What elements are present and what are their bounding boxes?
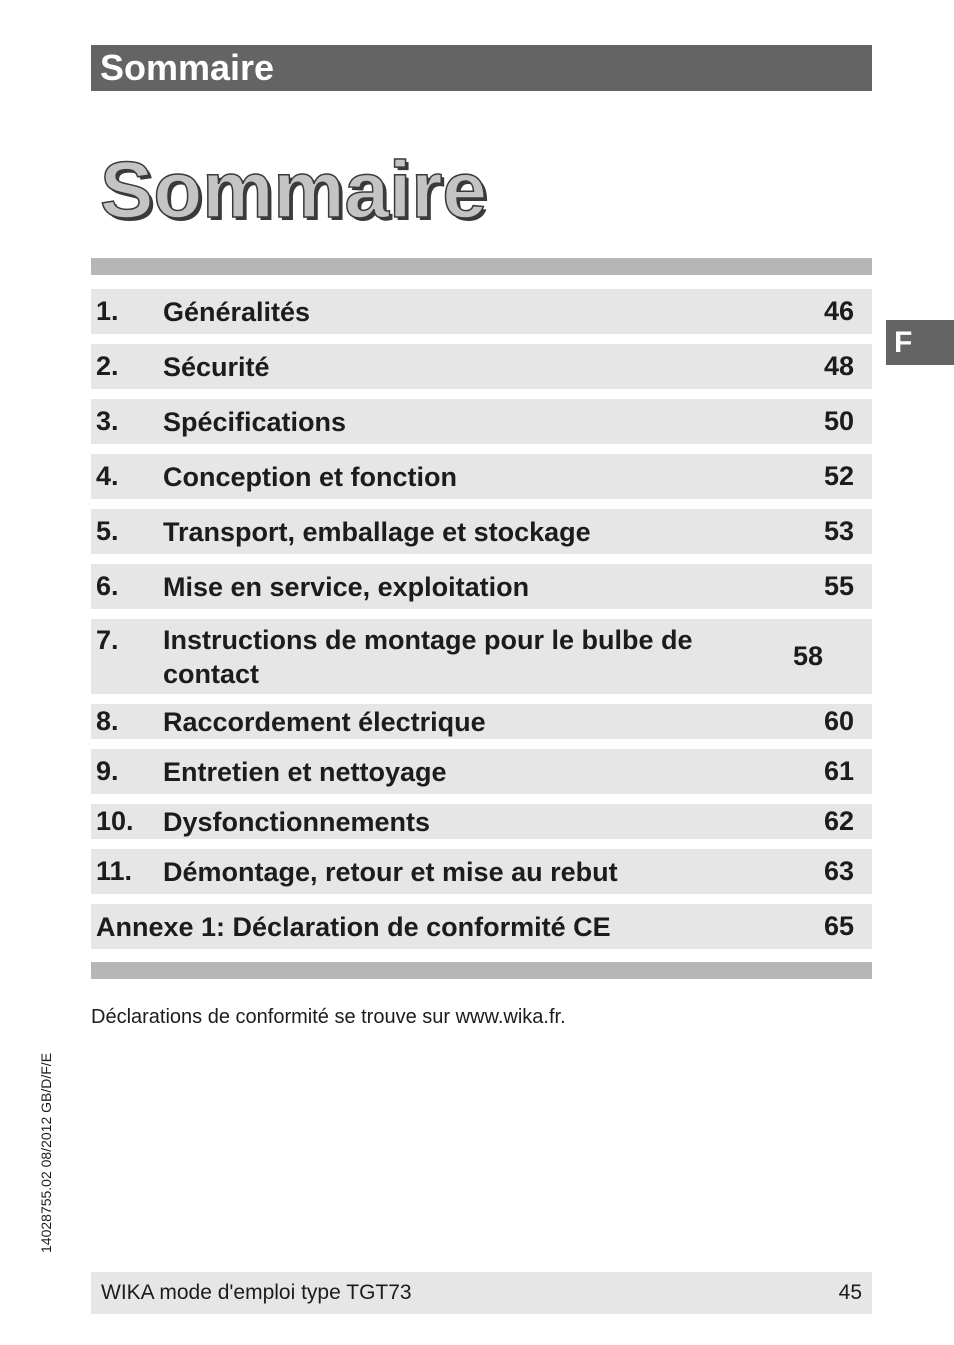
toc-page: 46 xyxy=(823,296,854,326)
toc-page: 48 xyxy=(823,351,854,381)
toc-number: 7. xyxy=(96,625,119,655)
toc-page: 60 xyxy=(823,706,854,736)
toc-number: 5. xyxy=(96,516,119,546)
toc-title: Dysfonctionnements xyxy=(163,806,431,837)
top-divider xyxy=(91,258,872,275)
toc-title: Sécurité xyxy=(163,351,270,382)
page-footer xyxy=(91,1272,872,1314)
toc-row[interactable] xyxy=(91,804,872,839)
toc-title: Conception et fonction xyxy=(163,461,457,492)
toc-page: 50 xyxy=(823,406,854,436)
toc-page: 52 xyxy=(823,461,854,491)
toc-page: 61 xyxy=(823,756,854,786)
toc-row[interactable] xyxy=(91,564,872,609)
toc-row[interactable] xyxy=(91,704,872,739)
table-of-contents xyxy=(91,289,872,959)
toc-title: Annexe 1: Déclaration de conformité CE xyxy=(96,911,611,942)
toc-row-annex[interactable] xyxy=(91,904,872,949)
toc-number: 6. xyxy=(96,571,119,601)
toc-title: Raccordement électrique xyxy=(163,706,486,737)
bottom-divider xyxy=(91,962,872,979)
toc-page: 65 xyxy=(823,911,854,941)
page-title: Sommaire xyxy=(100,145,487,234)
toc-number: 1. xyxy=(96,296,119,326)
toc-title: Mise en service, exploitation xyxy=(163,571,530,602)
toc-row[interactable] xyxy=(91,849,872,894)
toc-number: 10. xyxy=(96,806,134,836)
toc-number: 8. xyxy=(96,706,119,736)
conformity-note: Déclarations de conformité se trouve sur www.wika.fr. xyxy=(91,1006,566,1028)
toc-row[interactable] xyxy=(91,454,872,499)
toc-title: Démontage, retour et mise au rebut xyxy=(163,856,618,887)
toc-title: Instructions de montage pour le bulbe de contact xyxy=(163,624,693,689)
toc-page: 62 xyxy=(823,806,854,836)
toc-number: 3. xyxy=(96,406,119,436)
document-code: 14028755.02 08/2012 GB/D/F/E xyxy=(38,1052,54,1253)
language-tab xyxy=(886,320,954,365)
toc-number: 2. xyxy=(96,351,119,381)
toc-title: Transport, emballage et stockage xyxy=(163,516,591,547)
toc-title: Spécifications xyxy=(163,406,347,437)
toc-page: 63 xyxy=(823,856,854,886)
toc-number: 9. xyxy=(96,756,119,786)
toc-number: 4. xyxy=(96,461,119,491)
toc-page: 55 xyxy=(823,571,854,601)
toc-row[interactable] xyxy=(91,749,872,794)
toc-row[interactable] xyxy=(91,289,872,334)
section-header-title: Sommaire xyxy=(100,47,275,88)
toc-row[interactable] xyxy=(91,619,872,694)
page-number: 45 xyxy=(838,1281,862,1304)
toc-row[interactable] xyxy=(91,509,872,554)
toc-number: 11. xyxy=(96,856,133,886)
language-tab-label: F xyxy=(894,326,913,359)
toc-page: 58 xyxy=(792,641,823,671)
section-header xyxy=(91,45,872,91)
toc-title: Entretien et nettoyage xyxy=(163,756,447,787)
toc-title: Généralités xyxy=(163,296,311,327)
toc-row[interactable] xyxy=(91,344,872,389)
toc-page: 53 xyxy=(823,516,854,546)
toc-row[interactable] xyxy=(91,399,872,444)
footer-title: WIKA mode d'emploi type TGT73 xyxy=(101,1281,412,1304)
